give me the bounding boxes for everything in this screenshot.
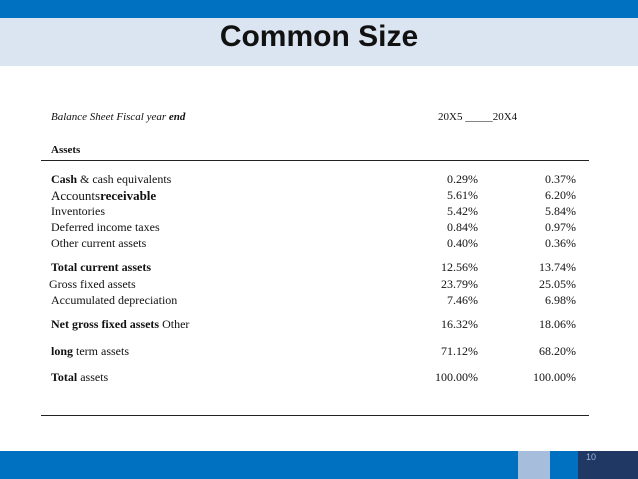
table-bottom-divider xyxy=(41,415,589,416)
slide-title: Common Size xyxy=(219,20,419,53)
footer-accent-light xyxy=(518,451,550,479)
header-label: Balance Sheet Fiscal year end xyxy=(51,111,186,123)
header-divider xyxy=(41,160,589,161)
footer-accent-mid xyxy=(550,451,578,479)
header-col-20x5: 20X5 _____20X4 xyxy=(438,111,518,123)
page-number: 10 xyxy=(586,452,597,462)
top-accent-bar xyxy=(0,0,638,18)
